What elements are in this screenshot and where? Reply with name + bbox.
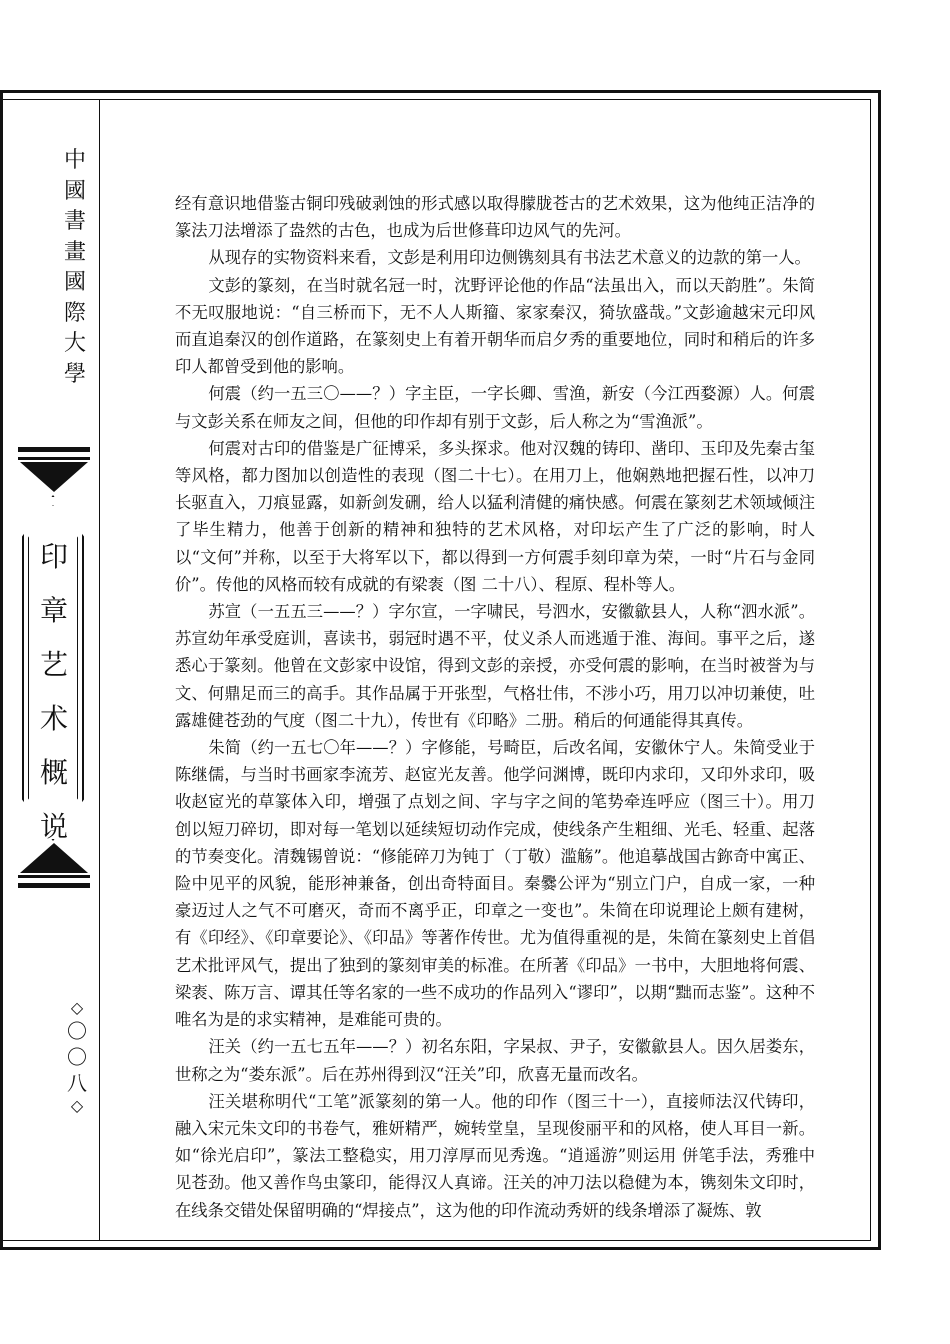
book-title (18, 530, 90, 854)
paragraph: 从现存的实物资料来看，文彭是利用印边侧镌刻具有书法艺术意义的边款的第一人。 (208, 248, 811, 268)
banner-bar (18, 457, 90, 460)
book-title-char: 概 (39, 756, 68, 789)
page-number (60, 998, 94, 1116)
sidebar-divider (99, 99, 100, 1241)
banner-bar (18, 875, 90, 878)
page-number-char: 八 (67, 1071, 87, 1095)
paragraph: 文彭的篆刻，在当时就名冠一时，沈野评论他的作品“法虽出入，而以天韵胜”。朱简不无叹服地说：“自三桥而下，无不人人斯籀、家家秦汉，猗欤盛哉。”文彭逾越宋元印风而直追秦汉的创作道路，在篆刻史上有着开朝华而启夕秀的重要地位，同时和稍后的许多印人都曾受到他的影响。 (175, 275, 815, 377)
banner-bar (18, 883, 90, 888)
series-title-char: 國 (63, 178, 86, 204)
paragraph: 何震对古印的借鉴是广征博采，多头探求。他对汉魏的铸印、凿印、玉印及先秦古玺等风格，都力图加以创造性的表现（图二十七）。在用刀上，他娴熟地把握石性，以冲刀长驱直入，刀痕显露，如新剑发硎，给人以猛利清健的痛快感。何震在篆刻艺术领域倾注了毕生精力，他善于创新的精神和独特的艺术风格，对印坛产生了广泛的影响，时人以“文何”并称，以至于大将军以下，都以得到一方何震手刻印章为荣，一时“片石与金同价”。传他的风格而较有成就的有梁袠（图 二十八）、程原、程朴等人。 (175, 438, 815, 594)
paragraph: 经有意识地借鉴古铜印残破剥蚀的形式感以取得朦胧苍古的艺术效果，这为他纯正洁净的篆法刀法增添了盎然的古色，也成为后世修葺印边风气的先河。 (175, 194, 815, 241)
paragraph: 汪关（约一五七五年——？）初名东阳，字杲叔、尹子，安徽歙县人。因久居娄东，世称之为“娄东派”。后在苏州得到汉“汪关”印，欣喜无量而改名。 (175, 1037, 815, 1084)
book-title-char: 术 (39, 702, 68, 735)
diamond-icon: ◇ (70, 998, 84, 1017)
book-title-char: 说 (39, 810, 68, 843)
diamond-icon: ◇ (70, 1096, 84, 1115)
paragraph: 何震（约一五三〇——？）字主臣，一字长卿、雪渔，新安（今江西婺源）人。何震与文彭关系在师友之间，但他的印作却有别于文彭，后人称之为“雪渔派”。 (175, 384, 815, 431)
series-title-char: 大 (63, 331, 86, 356)
paragraph: 汪关堪称明代“工笔”派篆刻的第一人。他的印作（图三十一），直接师法汉代铸印，融入宋元朱文印的书卷气，雅妍精严，婉转堂皇，呈现俊丽平和的风格，使人耳目一新。如“徐光启印”，篆法工整稳实，用刀淳厚而见秀逸。“逍遥游”则运用 併笔手法，秀雅中见苍劲。他又善作鸟虫篆印，能得汉人真谛。汪关的冲刀法以稳健为本，镌刻朱文印时，在线条交错处保留明确的“焊接点”，这为他的印作流动秀妍的线条增添了凝炼、敦 (175, 1091, 815, 1220)
paragraph: 苏宣（一五五三——？）字尔宣，一字啸民，号泗水，安徽歙县人，人称“泗水派”。苏宣幼年承受庭训，喜读书，弱冠时遇不平，仗义杀人而逃遁于淮、海间。事平之后，遂悉心于篆刻。他曾在文彭家中设馆，得到文彭的亲授，亦受何震的影响，在当时被誉为与文、何鼎足而三的高手。其作品属于开张型，气格壮伟，不涉小巧，用刀以冲切兼使，吐露雄健苍劲的气度（图二十九），传世有《印略》二册。稍后的何通能得其真传。 (175, 602, 815, 730)
paragraph: 朱简（约一五七〇年——？）字修能，号畸臣，后改名闻，安徽休宁人。朱简受业于陈继儒，与当时书画家李流芳、赵宧光友善。他学问渊博，既印内求印，又印外求印，吸收赵宧光的草篆体入印，增强了点划之间、字与字之间的笔势牵连呼应（图三十）。用刀创以短刀碎切，即对每一笔划以延续短切动作完成，使线条产生粗细、光毛、轻重、起落的节奏变化。清魏锡曾说：“修能碎刀为钝丁（丁敬）滥觞”。他追摹战国古鉨奇中寓正、险中见平的风貌，能形神兼备，创出奇特面目。秦爨公评为“别立门户，自成一家，一种豪迈过人之气不可磨灭，奇而不离乎正，印章之一变也”。朱简在印说理论上颇有建树，有《印经》、《印章要论》、《印品》等著作传世。尤为值得重视的是，朱简在篆刻史上首倡艺术批评风气，提出了独到的篆刻审美的标准。在所著《印品》一书中，大胆地将何震、梁袠、陈万言、谭其任等名家的一些不成功的作品列入“谬印”，以期“黜而志鉴”。这种不唯名为是的求实精神，是难能可贵的。 (175, 738, 815, 1030)
series-title-char: 畫 (63, 239, 86, 265)
series-title-char: 中 (63, 148, 86, 173)
book-title-char: 印 (39, 540, 68, 573)
series-title (58, 146, 92, 390)
series-title-char: 國 (63, 270, 86, 295)
banner-cap-top (20, 462, 88, 492)
series-title-char: 學 (63, 361, 86, 387)
book-title-char: 章 (39, 594, 68, 627)
page-number-char: 〇 (67, 1045, 87, 1069)
series-title-char: 書 (63, 209, 86, 234)
series-title-char: 際 (63, 300, 86, 326)
banner-bar (18, 447, 90, 452)
page-number-char: 〇 (67, 1019, 87, 1043)
book-title-char: 艺 (39, 648, 68, 681)
body-text (175, 190, 815, 1224)
